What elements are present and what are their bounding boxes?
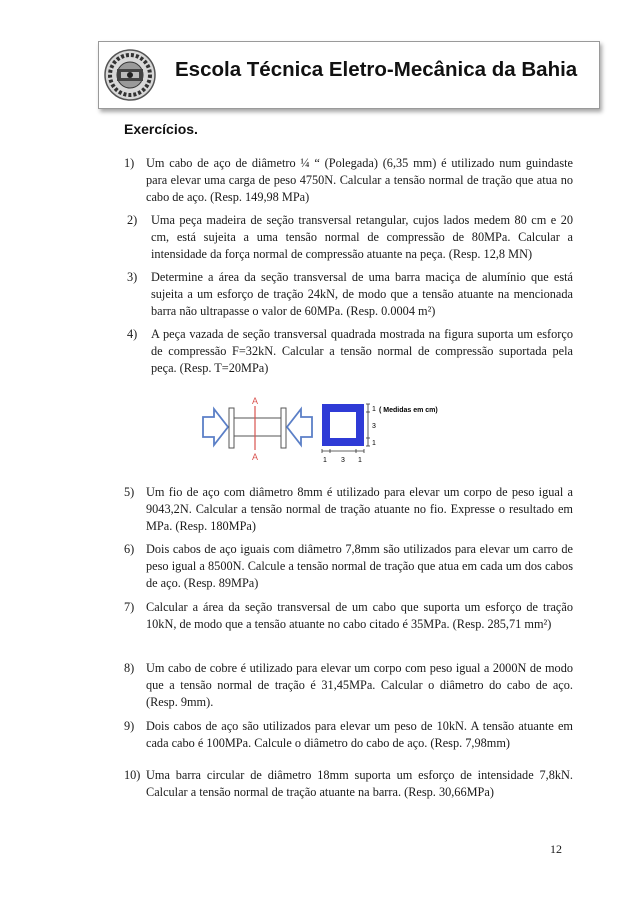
exercise-number: 3) [127,270,138,284]
units-note: ( Medidas em cm) [379,407,438,414]
exercise-text: Calcular a área da seção transversal de um cabo que suporta um esforço de tração 10kN, de modo que a tensão atuante no cabo citado é 35MPa. (Resp. 285,71 mm²) [146,600,573,631]
exercise-item [124,541,573,592]
exercise-text: Determine a área da seção transversal de uma barra maciça de alumínio que está sujeita a um esforço de tração 24kN, de modo que a tensão atuante na mencionada barra não ultrapasse o valor de 60MPa. (Resp. 0.0004 m²) [151,270,573,318]
exercise-number: 1) [124,156,135,170]
left-flange [229,408,234,448]
school-header [98,41,600,109]
exercise-number: 6) [124,542,135,556]
school-name: Escola Técnica Eletro-Mecânica da Bahia [175,58,578,81]
exercise-text: Dois cabos de aço iguais com diâmetro 7,8mm são utilizados para elevar um carro de peso igual a 8500N. Calcule a tensão normal de tração que atua em cada um dos cabos de aço. (Resp. 89MPa) [146,542,573,590]
dim-right-3: 1 [372,440,376,447]
bar-body [234,418,281,436]
exercise-number: 8) [124,661,135,675]
dim-right-2: 3 [372,423,376,430]
exercise-item [127,326,573,377]
exercise-text: Uma peça madeira de seção transversal retangular, cujos lados medem 80 cm e 20 cm, está sujeita a uma tensão normal de compressão de 80MPa. Calcular a intensidade da força normal de compressão atuante na peça. (Resp. 12,8 MN) [151,213,573,261]
section-label-top: A [252,396,259,406]
exercise-text: Dois cabos de aço são utilizados para elevar um peso de 10kN. A tensão atuante em cada cabo é 100MPa. Calcule o diâmetro do cabo de aço. (Resp. 7,98mm) [146,719,573,750]
exercise-text: Um cabo de aço de diâmetro ¼ “ (Polegada) (6,35 mm) é utilizado num guindaste para elevar uma carga de peso 4750N. Calcular a tensão normal de tração que atua no cabo de aço. (Resp. 149,98 MPa) [146,156,573,204]
exercise-text: Um fio de aço com diâmetro 8mm é utilizado para elevar um corpo de peso igual a 9043,2N. Calcular a tensão normal de tração atuante no fio. Expresse o resultado em MPa. (Resp. 180MPa) [146,485,573,533]
dim-bottom-1: 1 [323,457,327,464]
exercise-item [127,212,573,263]
exercise-number: 10) [124,768,141,782]
exercise-text: Uma barra circular de diâmetro 18mm suporta um esforço de intensidade 7,8kN. Calcular a tensão normal de tração atuante na barra. (Resp. 30,66MPa) [146,768,573,799]
exercise-item [124,599,573,633]
exercise-text: A peça vazada de seção transversal quadrada mostrada na figura suporta um esforço de compressão F=32kN. Calcular a tensão normal de compressão suportada pela peça. (Resp. T=20MPa) [151,327,573,375]
dim-bottom-3: 1 [358,457,362,464]
figure-hollow-square-bar [198,386,438,472]
exercise-item [124,660,573,711]
section-title: Exercícios. [124,121,198,137]
exercise-item [124,484,573,535]
dim-bottom-2: 3 [341,457,345,464]
section-label-bottom: A [252,452,259,462]
exercise-number: 4) [127,327,138,341]
hollow-square-inner [330,412,356,438]
exercise-number: 5) [124,485,135,499]
dim-right-1: 1 [372,406,376,413]
exercise-item [124,718,573,752]
left-arrow-icon [203,409,228,445]
exercise-number: 9) [124,719,135,733]
exercise-text: Um cabo de cobre é utilizado para elevar um corpo com peso igual a 2000N de modo que a tensão normal de tração é 31,45MPa. Calcular o diâmetro do cabo de aço. (Resp. 9mm). [146,661,573,709]
right-flange [281,408,286,448]
exercise-number: 2) [127,213,138,227]
exercise-number: 7) [124,600,135,614]
exercise-item [127,269,573,320]
exercise-item [124,155,573,206]
page-number: 12 [550,842,562,856]
school-logo-icon [103,48,157,102]
right-arrow-icon [287,409,312,445]
exercise-item [124,767,573,801]
